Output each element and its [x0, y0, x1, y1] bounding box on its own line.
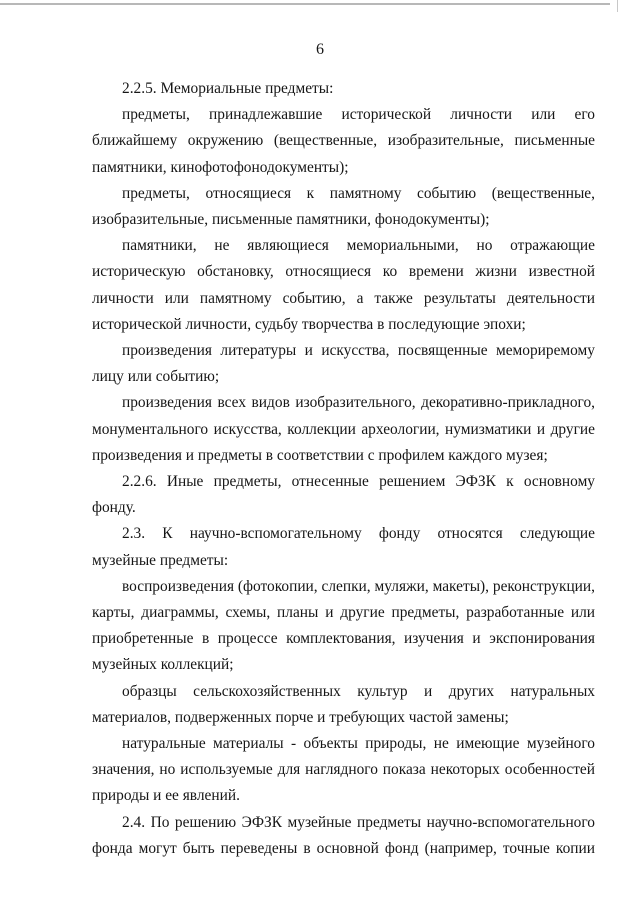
document-body — [92, 76, 595, 862]
page-number: 6 — [316, 41, 324, 58]
paragraph-2-2-6: 2.2.6. Иные предметы, отнесенные решением ЭФЗК к основному фонду. — [92, 473, 595, 517]
paragraph-literature-art: произведения литературы и искусства, посвященные мемориремому лицу или событию; — [92, 342, 595, 386]
scan-top-border — [0, 3, 610, 5]
paragraph-event-items: предметы, относящиеся к памятному событию (вещественные, изобразительные, письменные памятники, фонодокументы); — [92, 184, 595, 229]
section-heading-2-2-5: 2.2.5. Мемориальные предметы: — [122, 80, 334, 97]
paragraph-reproductions: воспроизведения (фотокопии, слепки, муляжи, макеты), реконструкции, карты, диаграммы, схемы, планы и другие предметы, разработанные или приобретенные в процессе комплектования, изучения и экспонирования музейных коллекций; — [92, 577, 595, 674]
scan-edge-mark — [617, 0, 618, 12]
paragraph-2-4: 2.4. По решению ЭФЗК музейные предметы научно-вспомогательного фонда могут быть переведены в основной фонд (например, точные копии — [92, 813, 595, 857]
paragraph-all-art-types: произведения всех видов изобразительного, декоративно-прикладного, монументального искусства, коллекции археологии, нумизматики и другие произведения и предметы в соответствии с профилем каждого музея; — [92, 394, 595, 464]
paragraph-2-3: 2.3. К научно-вспомогательному фонду относятся следующие музейные предметы: — [92, 525, 595, 569]
paragraph-natural-materials: натуральные материалы - объекты природы, не имеющие музейного значения, но используемые для наглядного показа некоторых особенностей природы и ее явлений. — [92, 735, 595, 805]
paragraph-personal-items: предметы, принадлежавшие исторической личности или его ближайшему окружению (вещественные, изобразительные, письменные памятники, кинофотофонодокументы); — [92, 106, 595, 176]
paragraph-monuments: памятники, не являющиеся мемориальными, но отражающие историческую обстановку, относящиеся ко времени жизни известной личности или памятному событию, а также результаты деятельности исторической личности, судьбу творчества в последующие эпохи; — [92, 237, 595, 333]
paragraph-crop-samples: образцы сельскохозяйственных культур и других натуральных материалов, подверженных порче и требующих частой замены; — [92, 682, 595, 726]
